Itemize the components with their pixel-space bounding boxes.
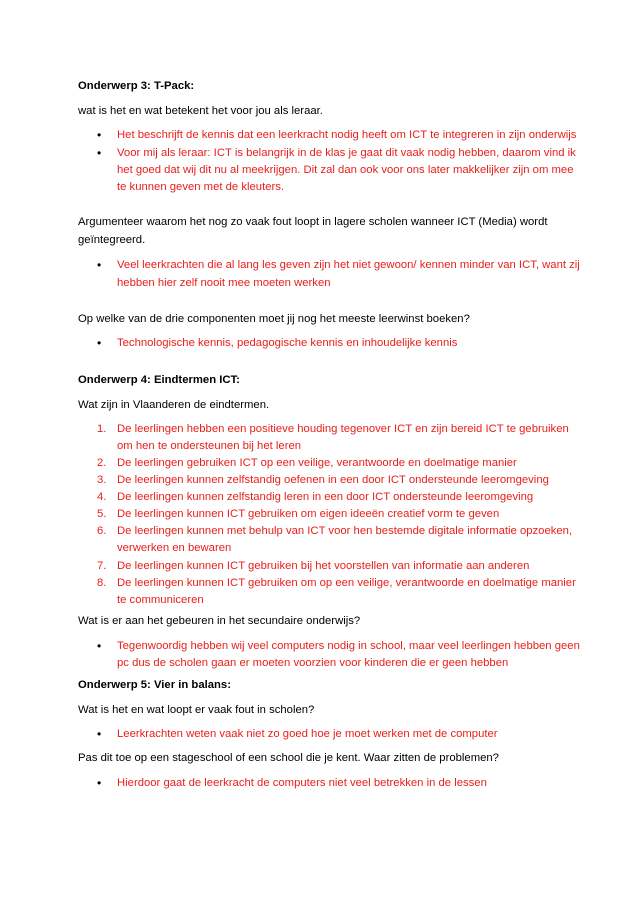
- question-tpack-1: wat is het en wat betekent het voor jou als leraar.: [78, 105, 323, 117]
- list-number: 3.: [97, 474, 107, 486]
- list-item-line: om hen te ondersteunen bij het leren: [117, 440, 302, 452]
- disc-bullet-icon: •: [97, 258, 102, 272]
- question-tpack-2-line: Argumenteer waarom het nog zo vaak fout loopt in lagere scholen wanneer ICT (Media) wordt: [78, 216, 548, 228]
- section-heading-balans: Onderwerp 5: Vier in balans:: [78, 679, 231, 691]
- list-item-line: De leerlingen gebruiken ICT op een veilige, verantwoorde en doelmatige manier: [117, 457, 517, 469]
- list-item-line: De leerlingen hebben een positieve houding tegenover ICT en zijn bereid ICT te gebruiken: [117, 423, 569, 435]
- list-item-line: De leerlingen kunnen met behulp van ICT voor hen bestemde digitale informatie opzoeken,: [117, 525, 573, 537]
- answer-line: Hierdoor gaat de leerkracht de computers niet veel betrekken in de lessen: [117, 777, 487, 789]
- section-heading-tpack: Onderwerp 3: T-Pack:: [78, 80, 195, 92]
- disc-bullet-icon: •: [97, 776, 102, 790]
- answer-line: Tegenwoordig hebben wij veel computers nodig in school, maar veel leerlingen hebben geen: [117, 640, 580, 652]
- disc-bullet-icon: •: [97, 336, 102, 350]
- list-item-line: De leerlingen kunnen ICT gebruiken bij het voorstellen van informatie aan anderen: [117, 560, 530, 572]
- answer-line: hebben hier zelf nooit mee moeten werken: [117, 277, 331, 289]
- answer-line: Voor mij als leraar: ICT is belangrijk in de klas je gaat dit vaak nodig hebben, daarom vind ik: [117, 147, 576, 159]
- answer-line: Leerkrachten weten vaak niet zo goed hoe je moet werken met de computer: [117, 728, 498, 740]
- question-eindtermen-1: Wat zijn in Vlaanderen de eindtermen.: [78, 399, 270, 411]
- list-item-line: verwerken en bewaren: [117, 542, 232, 554]
- answer-line: pc dus de scholen gaan er moeten voorzien voor kinderen die er geen hebben: [117, 657, 509, 669]
- answer-line: Technologische kennis, pedagogische kennis en inhoudelijke kennis: [117, 337, 458, 349]
- answer-line: te kunnen geven met de kleuters.: [117, 181, 285, 193]
- list-number: 4.: [97, 491, 107, 503]
- question-tpack-3: Op welke van de drie componenten moet jij nog het meeste leerwinst boeken?: [78, 313, 470, 325]
- question-eindtermen-2: Wat is er aan het gebeuren in het secundaire onderwijs?: [78, 615, 361, 627]
- list-item-line: De leerlingen kunnen ICT gebruiken om eigen ideeën creatief vorm te geven: [117, 508, 500, 520]
- list-number: 1.: [97, 423, 107, 435]
- list-number: 2.: [97, 457, 107, 469]
- disc-bullet-icon: •: [97, 727, 102, 741]
- list-item-line: te communiceren: [117, 594, 204, 606]
- list-item-line: De leerlingen kunnen zelfstandig oefenen in een door ICT ondersteunde leeromgeving: [117, 474, 549, 486]
- list-number: 8.: [97, 577, 107, 589]
- section-heading-eindtermen: Onderwerp 4: Eindtermen ICT:: [78, 374, 240, 386]
- list-number: 6.: [97, 525, 107, 537]
- list-number: 5.: [97, 508, 107, 520]
- disc-bullet-icon: •: [97, 639, 102, 653]
- disc-bullet-icon: •: [97, 146, 102, 160]
- question-tpack-2-line: geïntegreerd.: [78, 234, 146, 246]
- question-balans-2: Pas dit toe op een stageschool of een school die je kent. Waar zitten de problemen?: [78, 752, 499, 764]
- list-number: 7.: [97, 560, 107, 572]
- question-balans-1: Wat is het en wat loopt er vaak fout in scholen?: [78, 704, 315, 716]
- list-item-line: De leerlingen kunnen ICT gebruiken om op een veilige, verantwoorde en doelmatige manier: [117, 577, 576, 589]
- list-item-line: De leerlingen kunnen zelfstandig leren in een door ICT ondersteunde leeromgeving: [117, 491, 534, 503]
- answer-line: Het beschrijft de kennis dat een leerkracht nodig heeft om ICT te integreren in zijn onderwijs: [117, 129, 577, 141]
- answer-line: het goed dat wij dit nu al meekrijgen. Dit zal dan ook voor ons later makkelijker zijn om mee: [117, 164, 574, 176]
- disc-bullet-icon: •: [97, 128, 102, 142]
- answer-line: Veel leerkrachten die al lang les geven zijn het niet gewoon/ kennen minder van ICT, want zij: [117, 259, 580, 271]
